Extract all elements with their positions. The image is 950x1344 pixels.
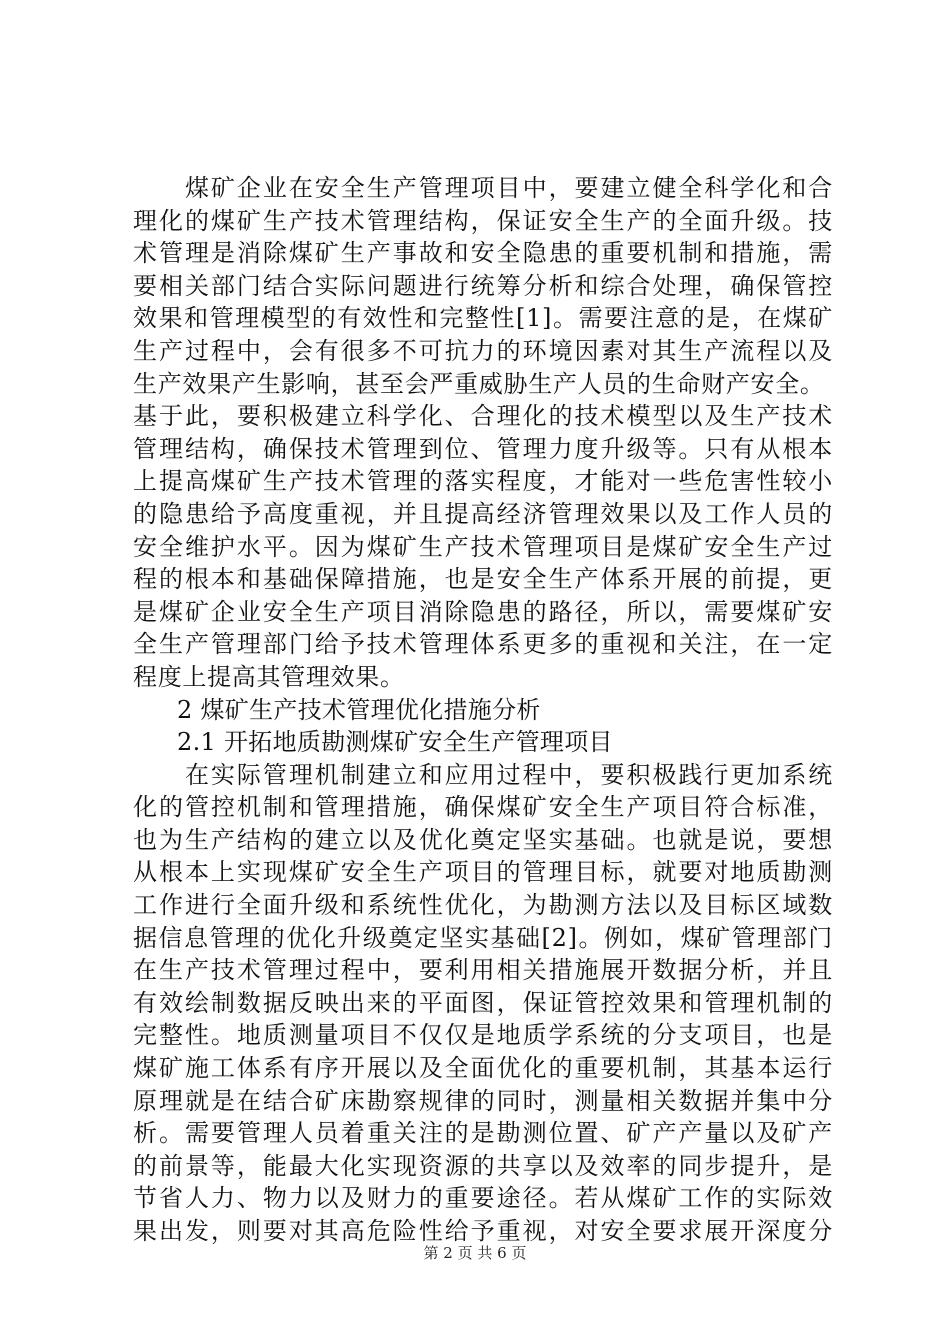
text-line: 基于此，要积极建立科学化、合理化的技术模型以及生产技术 [133,402,833,431]
text-line: 原理就是在结合矿床勘察规律的同时，测量相关数据并集中分 [133,1086,833,1115]
text-line: 有效绘制数据反映出来的平面图，保证管控效果和管理机制的 [133,988,833,1017]
text-line: 术管理是消除煤矿生产事故和安全隐患的重要机制和措施，需 [133,239,833,268]
text-line: 的前景等，能最大化实现资源的共享以及效率的同步提升，是 [133,1151,833,1180]
text-line: 上提高煤矿生产技术管理的落实程度，才能对一些危害性较小 [133,467,833,496]
text-line: 效果和管理模型的有效性和完整性[1]。需要注意的是，在煤矿 [133,304,833,333]
text-line: 在生产技术管理过程中，要利用相关措施展开数据分析，并且 [133,956,833,985]
text-line: 安全维护水平。因为煤矿生产技术管理项目是煤矿安全生产过 [133,532,833,561]
text-line: 程度上提高其管理效果。 [133,662,405,691]
text-line: 的隐患给予高度重视，并且提高经济管理效果以及工作人员的 [133,499,833,528]
text-line: 是煤矿企业安全生产项目消除隐患的路径，所以，需要煤矿安 [133,597,833,626]
text-line: 全生产管理部门给予技术管理体系更多的重视和关注，在一定 [133,630,833,659]
text-line: 煤矿企业在安全生产管理项目中，要建立健全科学化和合 [133,174,833,202]
subsection-heading: 2.1 开拓地质勘测煤矿安全生产管理项目 [177,728,613,757]
paragraph-1 [133,172,833,694]
text-line: 要相关部门结合实际问题进行统筹分析和综合处理，确保管控 [133,271,833,300]
text-line: 从根本上实现煤矿安全生产项目的管理目标，就要对地质勘测 [133,858,833,887]
text-line: 生产效果产生影响，甚至会严重威胁生产人员的生命财产安全。 [133,369,825,398]
text-line: 完整性。地质测量项目不仅仅是地质学系统的分支项目，也是 [133,1021,833,1050]
text-line: 析。需要管理人员着重关注的是勘测位置、矿产产量以及矿产 [133,1119,833,1148]
text-line: 煤矿施工体系有序开展以及全面优化的重要机制，其基本运行 [133,1054,833,1083]
text-line: 化的管控机制和管理措施，确保煤矿安全生产项目符合标准， [133,793,833,822]
text-line: 节省人力、物力以及财力的重要途径。若从煤矿工作的实际效 [133,1184,833,1213]
document-body [133,172,833,1248]
page-footer [0,1243,950,1263]
text-line: 管理结构，确保技术管理到位、管理力度升级等。只有从根本 [133,434,833,463]
text-line: 果出发，则要对其高危险性给予重视，对安全要求展开深度分 [133,1217,833,1245]
text-line: 理化的煤矿生产技术管理结构，保证安全生产的全面升级。技 [133,206,833,235]
page-number-label: 第 2 页 共 6 页 [423,1244,527,1262]
text-line: 生产过程中，会有很多不可抗力的环境因素对其生产流程以及 [133,336,833,365]
text-line: 据信息管理的优化升级奠定坚实基础[2]。例如，煤矿管理部门 [133,923,833,952]
section-heading: 2 煤矿生产技术管理优化措施分析 [177,695,541,724]
text-line: 也为生产结构的建立以及优化奠定坚实基础。也就是说，要想 [133,825,833,854]
text-line: 程的根本和基础保障措施，也是安全生产体系开展的前提，更 [133,565,833,594]
paragraph-2 [133,759,833,1248]
text-line: 工作进行全面升级和系统性优化，为勘测方法以及目标区域数 [133,891,833,920]
text-line: 在实际管理机制建立和应用过程中，要积极践行更加系统 [133,760,833,789]
